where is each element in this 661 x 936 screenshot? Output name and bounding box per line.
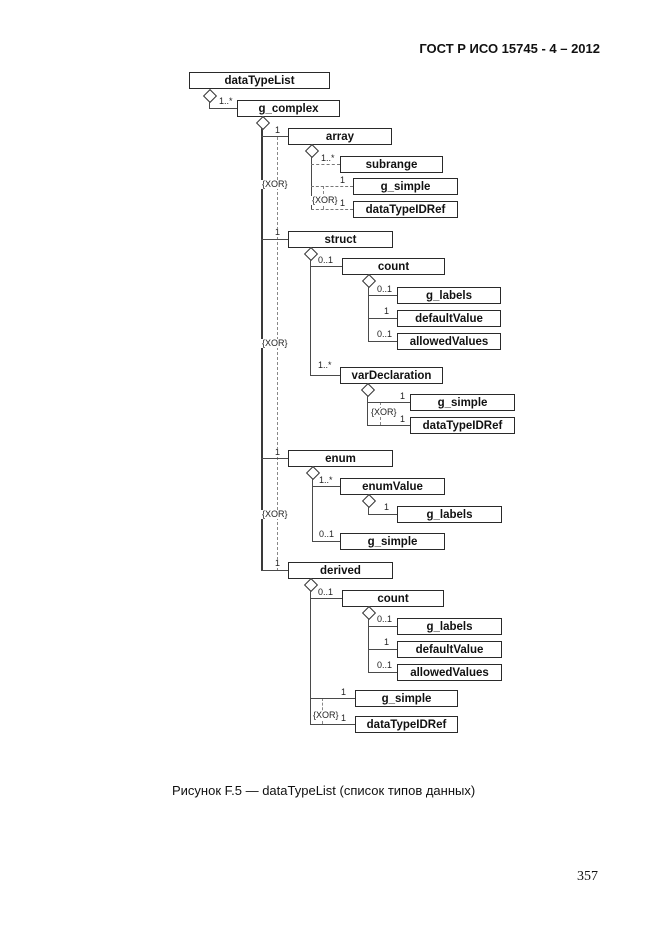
multiplicity-label: 1..* [219, 96, 233, 106]
document-header: ГОСТ Р ИСО 15745 - 4 – 2012 [419, 41, 600, 56]
connector-line [368, 672, 397, 673]
connector-line [368, 295, 397, 296]
aggregation-diamond [305, 144, 319, 158]
connector-line [368, 341, 397, 342]
multiplicity-label: 1 [384, 502, 390, 512]
node-subrange: subrange [340, 156, 443, 173]
connector-line [310, 375, 340, 376]
connector-line [311, 209, 353, 210]
xor-constraint-label: {XOR} [312, 195, 338, 205]
connector-line [368, 649, 397, 650]
node-g-simple: g_simple [353, 178, 458, 195]
multiplicity-label: 1 [275, 447, 281, 457]
multiplicity-label: 1 [275, 227, 281, 237]
aggregation-diamond [203, 89, 217, 103]
page-number: 357 [577, 869, 598, 884]
multiplicity-label: 1 [400, 391, 406, 401]
multiplicity-label: 1 [340, 175, 346, 185]
connector-line [261, 126, 263, 571]
multiplicity-label: 0..1 [377, 284, 393, 294]
node-g-complex: g_complex [237, 100, 340, 117]
node-g-simple: g_simple [355, 690, 458, 707]
connector-line [311, 186, 353, 187]
node-dataTypeList: dataTypeList [189, 72, 330, 89]
node-dataTypeIDRef: dataTypeIDRef [355, 716, 458, 733]
multiplicity-label: 1 [340, 198, 346, 208]
connector-line [367, 402, 410, 403]
xor-constraint-label: {XOR} [262, 179, 288, 189]
multiplicity-label: 1..* [319, 475, 333, 485]
xor-constraint-line [277, 137, 278, 570]
connector-line [261, 570, 288, 571]
multiplicity-label: 1 [384, 637, 390, 647]
node-dataTypeIDRef: dataTypeIDRef [353, 201, 458, 218]
connector-line [367, 393, 368, 426]
connector-line [261, 136, 288, 137]
multiplicity-label: 0..1 [318, 587, 334, 597]
node-enum: enum [288, 450, 393, 467]
multiplicity-label: 0..1 [319, 529, 335, 539]
node-count: count [342, 590, 444, 607]
node-count: count [342, 258, 445, 275]
multiplicity-label: 0..1 [377, 660, 393, 670]
node-enumValue: enumValue [340, 478, 445, 495]
connector-line [311, 164, 340, 165]
node-allowedValues: allowedValues [397, 664, 502, 681]
node-defaultValue: defaultValue [397, 641, 502, 658]
connector-line [209, 108, 237, 109]
node-g-simple: g_simple [410, 394, 515, 411]
aggregation-diamond [361, 383, 375, 397]
connector-line [261, 239, 288, 240]
node-defaultValue: defaultValue [397, 310, 501, 327]
connector-line [310, 724, 355, 725]
connector-line [310, 257, 311, 376]
xor-constraint-label: {XOR} [262, 509, 288, 519]
xor-constraint-label: {XOR} [262, 338, 288, 348]
aggregation-diamond [304, 578, 318, 592]
connector-line [367, 425, 410, 426]
connector-line [310, 588, 311, 725]
connector-line [312, 541, 340, 542]
multiplicity-label: 1 [275, 558, 281, 568]
node-derived: derived [288, 562, 393, 579]
node-dataTypeIDRef: dataTypeIDRef [410, 417, 515, 434]
connector-line [310, 266, 342, 267]
multiplicity-label: 1..* [318, 360, 332, 370]
multiplicity-label: 1..* [321, 153, 335, 163]
connector-line [310, 598, 342, 599]
multiplicity-label: 1 [384, 306, 390, 316]
aggregation-diamond [362, 494, 376, 508]
multiplicity-label: 0..1 [377, 329, 393, 339]
multiplicity-label: 1 [275, 125, 281, 135]
connector-line [261, 458, 288, 459]
node-allowedValues: allowedValues [397, 333, 501, 350]
multiplicity-label: 0..1 [318, 255, 334, 265]
multiplicity-label: 1 [341, 713, 347, 723]
multiplicity-label: 0..1 [377, 614, 393, 624]
multiplicity-label: 1 [400, 414, 406, 424]
connector-line [368, 284, 369, 342]
connector-line [312, 486, 340, 487]
aggregation-diamond [256, 116, 270, 130]
node-g-labels: g_labels [397, 506, 502, 523]
node-g-labels: g_labels [397, 618, 502, 635]
aggregation-diamond [362, 274, 376, 288]
figure-caption: Рисунок F.5 — dataTypeList (список типов данных) [172, 783, 476, 798]
connector-line [310, 698, 355, 699]
node-varDeclaration: varDeclaration [340, 367, 443, 384]
connector-line [368, 616, 369, 673]
node-g-simple: g_simple [340, 533, 445, 550]
multiplicity-label: 1 [341, 687, 347, 697]
node-g-labels: g_labels [397, 287, 501, 304]
connector-line [368, 514, 397, 515]
xor-constraint-label: {XOR} [371, 407, 397, 417]
connector-line [368, 318, 397, 319]
node-struct: struct [288, 231, 393, 248]
node-array: array [288, 128, 392, 145]
connector-line [368, 626, 397, 627]
xor-constraint-label: {XOR} [313, 710, 339, 720]
aggregation-diamond [304, 247, 318, 261]
aggregation-diamond [362, 606, 376, 620]
